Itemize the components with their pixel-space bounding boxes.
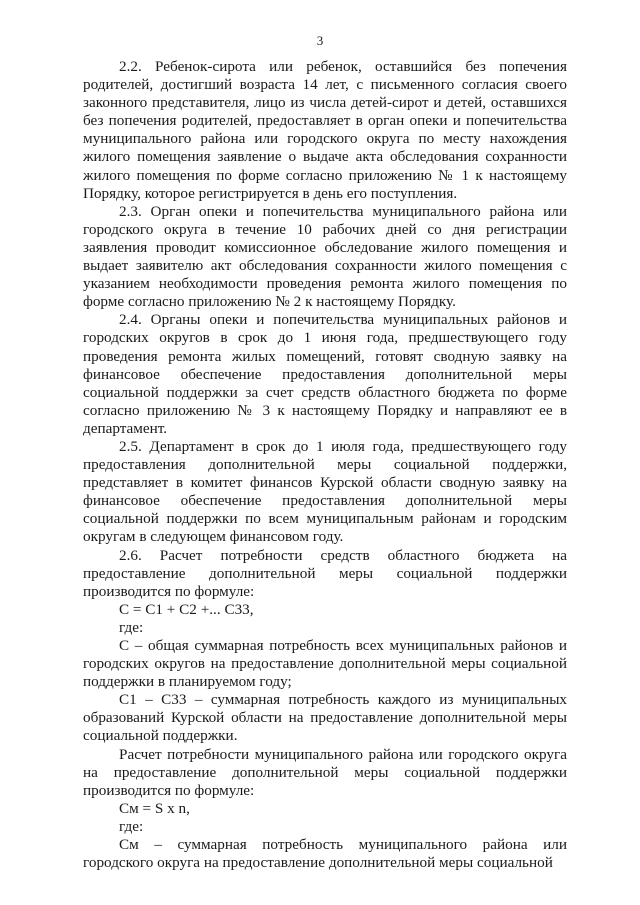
formula-where-label: где: — [119, 618, 144, 636]
page-number: 3 — [316, 33, 324, 48]
paragraph-2-6: 2.6. Расчет потребности средств областного бюджета на предоставление дополнительной меры социальной поддержки производится по формуле: — [83, 546, 567, 600]
paragraph-municipal-calculation: Расчет потребности муниципального района или городского округа на предоставление дополнительной меры социальной поддержки производится по формуле: — [83, 745, 567, 799]
definition-c: С – общая суммарная потребность всех муниципальных районов и городских округов на предоставление дополнительной меры социальной поддержки в планируемом году; — [83, 637, 567, 691]
formula-municipal: См = S х n, — [119, 799, 190, 817]
paragraph-2-4: 2.4. Органы опеки и попечительства муниципальных районов и городских округов в срок до 1 июня года, предшествующего году проведения ремонта жилых помещений, готовят сводную заявку на финансовое обеспечение предоставления дополнительной меры социальной поддержки за счет средств областного бюджета по форме согласно приложению № 3 к настоящему Порядку и направляют ее в департамент. — [83, 311, 567, 437]
paragraph-2-5: 2.5. Департамент в срок до 1 июля года, предшествующего году предоставления дополнительной меры социальной поддержки, представляет в комитет финансов Курской области сводную заявку на финансовое обеспечение предоставления дополнительной меры социальной поддержки по всем муниципальным районам и городским округам в следующем финансовом году. — [83, 437, 567, 546]
paragraph-2-3: 2.3. Орган опеки и попечительства муниципального района или городского округа в течение 10 рабочих дней со дня регистрации заявления проводит комиссионное обследование жилого помещения и выдает заявителю акт обследования сохранности жилого помещения с указанием необходимости проведения ремонта жилого помещения по форме согласно приложению № 2 к настоящему Порядку. — [83, 202, 567, 311]
paragraph-2-2: 2.2. Ребенок-сирота или ребенок, оставшийся без попечения родителей, достигший возраста 14 лет, с письменного согласия своего законного представителя, лицо из числа детей-сирот и детей, оставшихся без попечения родителей, предоставляет в орган опеки и попечительства муниципального района или городского округа по месту нахождения жилого помещения заявление о выдаче акта обследования сохранности жилого помещения по форме согласно приложению № 1 к настоящему Порядку, которое регистрируется в день его поступления. — [83, 58, 567, 202]
document-body — [83, 58, 567, 872]
definition-cm: См – суммарная потребность муниципального района или городского округа на предоставление дополнительной меры социальной — [83, 836, 567, 872]
formula-where-label-2: где: — [119, 817, 144, 835]
formula-total: С = С1 + С2 +... С33, — [119, 600, 254, 618]
definition-c1-c33: С1 – С33 – суммарная потребность каждого из муниципальных образований Курской области на предоставление дополнительной меры социальной поддержки. — [83, 691, 567, 745]
